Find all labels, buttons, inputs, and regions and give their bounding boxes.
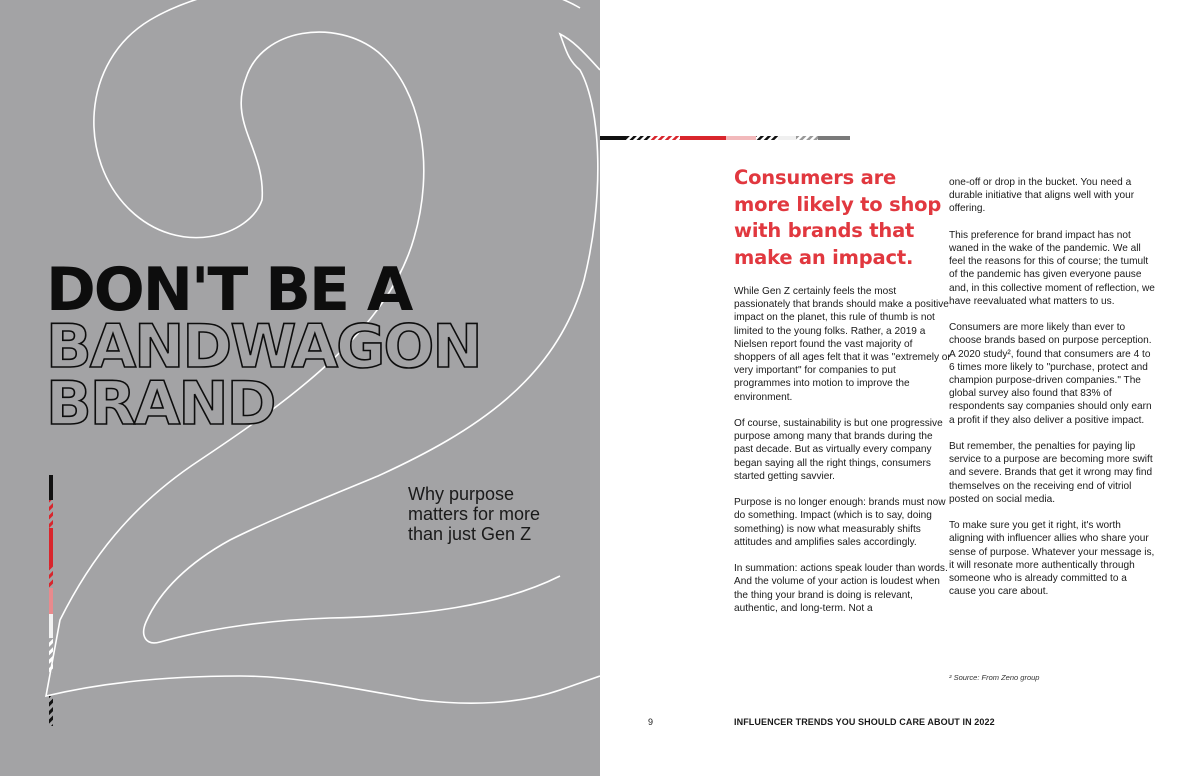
page-number: 9 bbox=[648, 717, 654, 727]
headline-line-1: DON'T BE A bbox=[46, 255, 412, 325]
paragraph: Purpose is no longer enough: brands must now do something. Impact (which is to say, doing something) is now what measurably shifts attitudes and amplifies sales accordingly. bbox=[734, 497, 946, 548]
headline-line-2: BANDWAGON bbox=[46, 312, 481, 382]
headline-line-3: BRAND bbox=[46, 369, 275, 439]
body-column-1 bbox=[734, 285, 952, 628]
section-heading: Consumers are more likely to shop with brands that make an impact. bbox=[734, 166, 942, 269]
paragraph: Consumers are more likely than ever to choose brands based on purpose perception. A 2020 study², found that consumers are 4 to 6 times more likely to "purchase, protect and champion purpose-driven companies." The global survey also found that 83% of respondents say companies should only earn a profit if they also deliver a positive impact. bbox=[949, 322, 1152, 426]
body-column-2 bbox=[949, 176, 1155, 612]
running-footer: INFLUENCER TRENDS YOU SHOULD CARE ABOUT IN 2022 bbox=[734, 717, 995, 727]
footnote: ² Source: From Zeno group bbox=[949, 673, 1040, 682]
decorative-horizontal-bar bbox=[600, 134, 850, 142]
paragraph: While Gen Z certainly feels the most passionately that brands should make a positive impact on the planet, this rule of thumb is not limited to the young folks. Rather, a 2019 a Nielsen report found the vast majority of shoppers of all ages felt that it was "extremely or very important" for companies to put programmes into motion to improve the environment. bbox=[734, 286, 951, 403]
spread-subtitle: Why purpose matters for more than just Gen Z bbox=[408, 484, 541, 544]
paragraph: This preference for brand impact has not waned in the wake of the pandemic. We all feel the reasons for this of course; the tumult of the pandemic has given everyone pause and, in this collective moment of reflection, we have reevaluated what matters to us. bbox=[949, 229, 1155, 307]
decorative-bar-bottom bbox=[47, 696, 55, 726]
spread-headline bbox=[46, 255, 481, 439]
decorative-vertical-bar bbox=[47, 475, 55, 675]
paragraph: To make sure you get it right, it's worth aligning with influencer allies who share your sense of purpose. Whatever your message is, it will resonate more authentically through someone who is already committed to a cause you care about. bbox=[949, 520, 1155, 598]
paragraph: one-off or drop in the bucket. You need a durable initiative that aligns well with your offering. bbox=[949, 177, 1135, 215]
paragraph: But remember, the penalties for paying lip service to a purpose are becoming more swift and severe. Brands that get it wrong may find themselves on the receiving end of vitriol posted on social media. bbox=[949, 441, 1153, 505]
paragraph: Of course, sustainability is but one progressive purpose among many that brands during the past decade. But as virtually every company began saying all the right things, consumers started getting savvier. bbox=[734, 418, 943, 482]
paragraph: In summation: actions speak louder than words. And the volume of your action is loudest when the thing your brand is doing is relevant, authentic, and long-term. Not a bbox=[734, 563, 948, 614]
